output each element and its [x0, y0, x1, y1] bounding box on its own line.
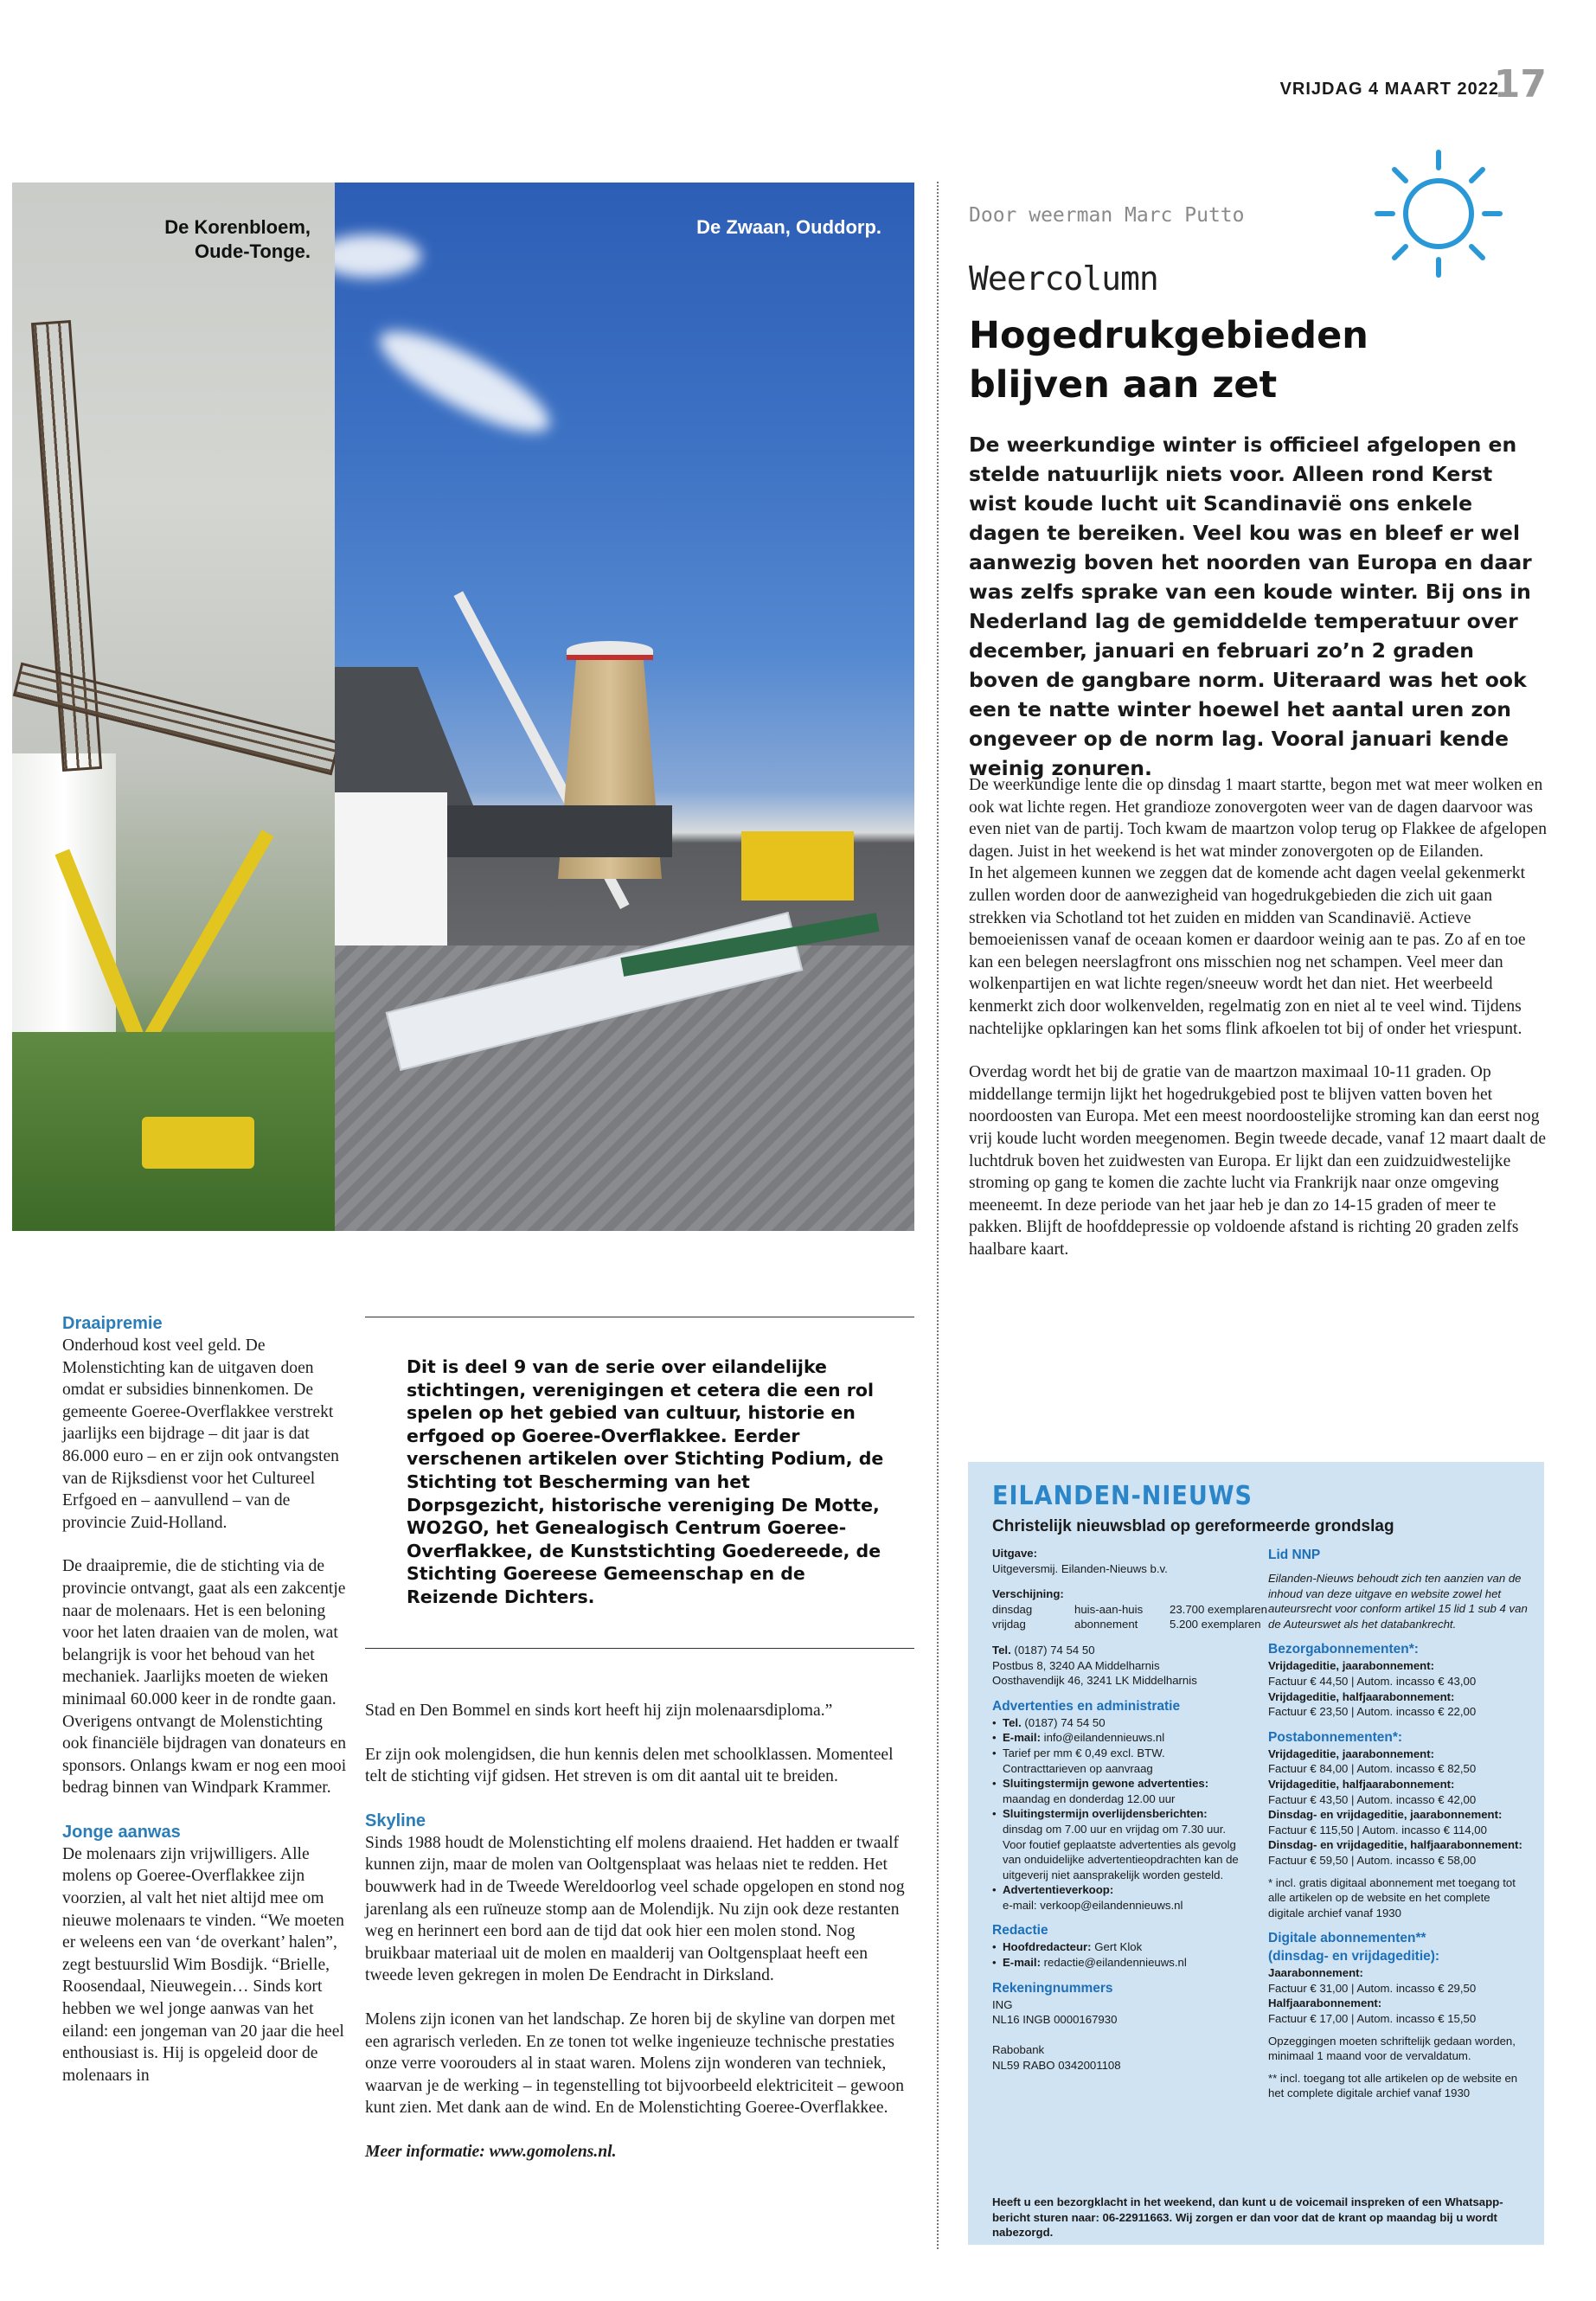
photo-caption-zwaan: De Zwaan, Ouddorp.: [696, 216, 881, 238]
colophon-left: Uitgave: Uitgeversmij. Eilanden-Nieuws b.v. Verschijning: dinsdag huis-aan-huis 23.700 exemplaren vrijdag abonnement 5.200 exemplaren Tel. (0187) 74 54 50 Postbus 8, 3240 AA Middelharnis Oosthavendijk 46, 3241 LK Middelharnis Advertenties en administratie • Tel. (0187) 74 54 50 • E-mail: info@eilandennieuws.nl • Tarief per mm € 0,49 excl. BTW. Contracttarieven op aanvraag • Sluitingstermijn gewone advertenties: maandag en donderdag 12.00 uur • Sluitingstermijn overlijdensberichten: dinsdag om 7.00 uur en vrijdag om 7.30 uur. Voor foutief geplaatste advertenties als gevolg van onduidelijke advertentieopdrachten kan de uitgeverij niet aansprakelijk worden gesteld. • Advertentieverkoop: e-mail: verkoop@eilandennieuws.nl Redactie • Hoofdredacteur: Gert Klok • E-mail: redactie@eilandennieuws.nl Rekeningnummers ING NL16 INGB 0000167930 Rabobank NL59 RABO 0342001108: [992, 1546, 1269, 2073]
photo-de-zwaan: [335, 183, 914, 1231]
lid-nnp-heading: Lid NNP: [1268, 1548, 1321, 1562]
article-paragraph: Molens zijn iconen van het landschap. Ze horen bij de skyline van dorpen met een agrarisch verleden. En ze tonen tot welke ingenieuze technische prestaties onze verre voorouders al in staat waren. Molens zijn wonderen van techniek, waarvan je de werking – in tegenstelling tot bijvoorbeeld elektriciteit – gewoon kunt zien. Met dank aan de wind. En de Molenstichting Goeree-Overflakkee.: [365, 2009, 905, 2118]
shed-roof: [447, 805, 672, 857]
aerial-lift-base: [142, 1117, 254, 1169]
weather-headline: Hogedrukgebieden blijven aan zet: [969, 314, 1368, 407]
article-middle-column: [365, 1700, 915, 2163]
article-paragraph: Stad en Den Bommel en sinds kort heeft hij zijn molenaarsdiploma.”: [365, 1702, 833, 1720]
shed-roof: [335, 667, 473, 805]
rekeningnummers-heading: Rekeningnummers: [992, 1980, 1113, 1996]
redactie-heading: Redactie: [992, 1923, 1048, 1939]
weather-paragraph: Overdag wordt het bij de gratie van de maartzon maximaal 10-11 graden. Op middellange termijn lijkt het hogedrukgebied post te blijven vatten boven het noordoosten van Europa. Met een meest noordoostelijke stroming kan dan eerst nog vrij koude lucht worden meegenomen. Begin tweede decade, vanaf 12 maart daalt de luchtdruk boven het zuidwesten van Europa. Er lijkt dan een zuidzuidwestelijke stroming op gang te komen die zachte lucht via Frankrijk naar onze omgeving meeneemt. In deze periode van het jaar heb je dan zo 14-15 graden of meer te pakken. Blijft de hoofddepressie op voldoende afstand is richting 20 graden zelfs haalbare kaart.: [969, 1063, 1547, 1259]
newspaper-logo: EILANDEN-NIEUWS: [992, 1481, 1253, 1511]
subheading-draaipremie: Draaipremie: [62, 1314, 163, 1333]
article-paragraph: Onderhoud kost veel geld. De Molenstichting kan de uitgaven doen omdat er subsidies binnenkomen. De gemeente Goeree-Overflakkee verstrekt jaarlijks een bijdrage – dit jaar is dat 86.000 euro – en er zijn ook ontvangsten van de Rijksdienst voor het Cultureel Erfgoed en – aanvullend – van de provincie Zuid-Holland.: [62, 1336, 339, 1532]
series-callout: Dit is deel 9 van de serie over eilandelijke stichtingen, verenigingen et cetera die een rol spelen op het gebied van cultuur, historie en erfgoed op Goeree-Overflakkee. Eerder verschenen artikelen over Stichting Podium, de Stichting tot Bescherming van het Dorpsgezicht, historische vereniging De Motte, WO2GO, het Genealogisch Centrum Goeree-Overflakkee, de Kunststichting Goedereede, de Stichting Goereese Gemeenschap en de Reizende Dichters.: [407, 1356, 884, 1607]
weather-lead: De weerkundige winter is officieel afgelopen en stelde natuurlijk niets voor. Alleen rond Kerst wist koude lucht uit Scandinavië ons enkele dagen te bereiken. Veel kou was en bleef er wel aanwezig boven het noorden van Europa en daar was zelfs sprake van een koude winter. Bij ons in Nederland lag de gemiddelde temperatuur over december, januari en februari zo’n 2 graden boven de gangbare norm. Uiteraard was het ook een te natte winter hoewel het aantal uren zon ongeveer op de norm lag. Vooral januari kende weinig zonuren.: [969, 433, 1532, 780]
article-paragraph: De draaipremie, die de stichting via de provincie ontvangt, gaat als een zakcentje naar de molenaars. Het is een beloning voor het laten draaien van de molen, wat belangrijk is voor het behoud van het mechaniek. Jaarlijks moeten de wieken minimaal 60.000 keer in de rondte gaan. Overigens ontvangt de Molenstichting ook financiële bijdragen van donateurs en sponsors. Onlangs kwam er nog een mooi bedrag binnen van Windpark Krammer.: [62, 1557, 347, 1798]
verkoop-email[interactable]: e-mail: verkoop@eilandennieuws.nl: [1003, 1898, 1183, 1912]
newspaper-tagline: Christelijk nieuwsblad op gereformeerde grondslag: [992, 1517, 1394, 1535]
windmill-cap: [567, 641, 653, 660]
cloud: [335, 234, 421, 278]
colophon-right: Lid NNP Eilanden-Nieuws behoudt zich ten aanzien van de inhoud van deze uitgave en website zowel het auteursrecht voor conform artikel 15 lid 1 sub 4 van de Auteurswet als het databankrecht. Bezorgabonnementen*: Vrijdageditie, jaarabonnement: Factuur € 44,50 | Autom. incasso € 43,00 Vrijdageditie, halfjaarabonnement: Factuur € 23,50 | Autom. incasso € 22,00 Postabonnementen*: Vrijdageditie, jaarabonnement: Factuur € 84,00 | Autom. incasso € 82,50 Vrijdageditie, halfjaarabonnement: Factuur € 43,50 | Autom. incasso € 42,00 Dinsdag- en vrijdageditie, jaarabonnement: Factuur € 115,50 | Autom. incasso € 114,00 Dinsdag- en vrijdageditie, halfjaarabonnement: Factuur € 59,50 | Autom. incasso € 58,00 * incl. gratis digitaal abonnement met toegang tot alle artikelen op de website en het complete digitale archief vanaf 1930 Digitale abonnementen** (dinsdag- en vrijdageditie): Jaarabonnement: Factuur € 31,00 | Autom. incasso € 29,50 Halfjaarabonnement: Factuur € 17,00 | Autom. incasso € 15,50 Opzeggingen moeten schriftelijk gedaan worden, minimaal 1 maand voor de vervaldatum. ** incl. toegang tot alle artikelen op de website en het complete digitale archief vanaf 1930: [1268, 1548, 1528, 2100]
subheading-jonge-aanwas: Jonge aanwas: [62, 1822, 181, 1842]
weather-paragraph: De weerkundige lente die op dinsdag 1 maart startte, begon met wat meer wolken en ook wat lichte regen. Het grandioze zonovergoten weer van de dagen daarvoor was even niet van de partij. Toch kwam de maartzon volop terug op Flakkee de afgelopen dagen. Juist in het weekend is het wat minder zonovergoten op de Eilanden.: [969, 776, 1548, 861]
article-paragraph: Er zijn ook molengidsen, die hun kennis delen met schoolklassen. Momenteel telt de stichting vijf gidsen. Het streven is om dit aantal uit te breiden.: [365, 1745, 894, 1786]
photo-korenbloem: [12, 183, 335, 1231]
redactie-email[interactable]: redactie@eilandennieuws.nl: [1040, 1956, 1187, 1970]
issue-date: VRIJDAG 4 MAART 2022: [1279, 80, 1499, 99]
colophon-box: [968, 1462, 1544, 2245]
verschijning-table: dinsdag huis-aan-huis 23.700 exemplaren vrijdag abonnement 5.200 exemplaren: [992, 1602, 1267, 1631]
weather-byline: Door weerman Marc Putto: [969, 204, 1245, 227]
column-divider: [937, 182, 939, 2249]
article-paragraph: De molenaars zijn vrijwilligers. Alle molens op Goeree-Overflakkee zijn voorzien, al valt het niet altijd mee om nieuwe molenaars te vinden. “We moeten er weleens een van ‘de overkant’ halen”, zegt bestuurslid Wim Bosdijk. “Brielle, Roosendaal, Nieuwegein… Sinds kort hebben we wel jonge aanwas van het eiland: een jongeman van 20 jaar die heel enthousiast is. Hij is opgeleid door de molenaars in: [62, 1844, 344, 2085]
colophon-footer: Heeft u een bezorgklacht in het weekend, dan kunt u de voicemail inspreken of een Whatsapp-bericht sturen naar: 06-22911663. Wij zorgen er dan voor dat de krant op maandag bij u wordt nabezorgd.: [992, 2195, 1503, 2240]
article-left-column: [62, 1312, 348, 2086]
advertenties-heading: Advertenties en administratie: [992, 1698, 1181, 1714]
weather-paragraph: In het algemeen kunnen we zeggen dat de komende acht dagen veelal gekenmerkt zullen worden door de aanwezigheid van hogedrukgebieden die zich uit gaan strekken via Schotland tot het zuiden en midden van Scandinavië. Actieve bemoeienissen vanaf de oceaan komen er daardoor weinig aan te pas. Zo af en toe kan een belegen neerslagfront ons misschien nog net schampen. Veel meer dan wolkenpartijen en wat lichte regen/sneeuw wordt het dan niet. Het weerbeeld kenmerkt zich door wolkenvelden, regelmatig zon en niet al te veel wind. Tijdens nachtelijke opklaringen kan het soms flink afkoelen tot bij of onder het vriespunt.: [969, 864, 1526, 1038]
sun-icon: [1374, 149, 1503, 279]
article-paragraph: Sinds 1988 houdt de Molenstichting elf molens draaiend. Het hadden er twaalf kunnen zijn, maar de molen van Ooltgensplaat was helaas niet te redden. Het bouwwerk had in de Tweede Wereldoorlog veel schade opgelopen en stond nog jarenlang als een ruïneuze stomp aan de Molendijk. Nu zijn ook deze restanten weg en herinnert een bord aan de tijd dat ook hier een molen stond. Nog bruikbaar materiaal uit de molen en maalderij van Ooltgensplaat heeft een tweede leven gekregen in molen De Eendracht in Dirksland.: [365, 1833, 905, 1985]
weather-body: [969, 774, 1548, 1260]
photo-caption-korenbloem: De Korenbloem, Oude-Tonge.: [164, 216, 311, 262]
subheading-skyline: Skyline: [365, 1811, 426, 1830]
callout-bottom-rule: [365, 1648, 914, 1649]
more-info-link[interactable]: Meer informatie: www.gomolens.nl.: [365, 2142, 617, 2161]
crane-truck: [741, 831, 854, 901]
info-email[interactable]: info@eilandennieuws.nl: [1040, 1731, 1165, 1745]
page-number: 17: [1493, 62, 1547, 106]
cloud: [369, 314, 561, 449]
weather-kicker: Weercolumn: [969, 260, 1158, 298]
